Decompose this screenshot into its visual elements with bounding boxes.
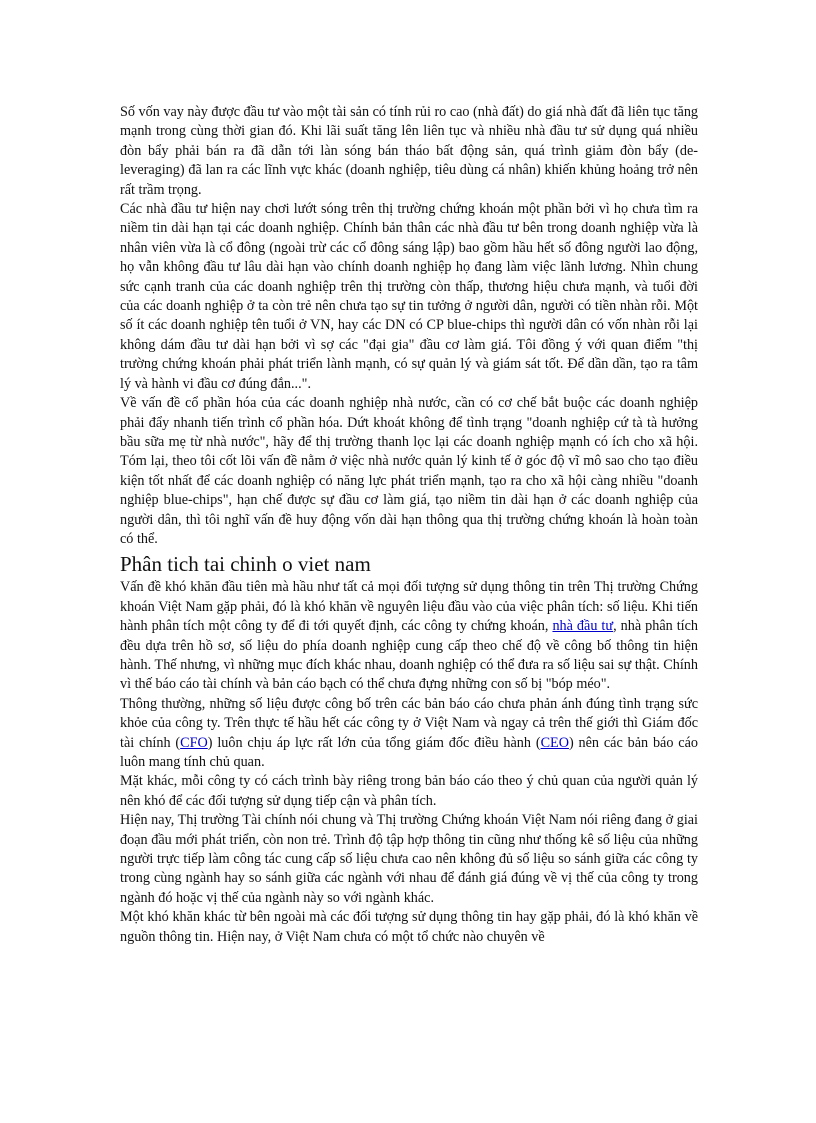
- paragraph-4-text-a: Vấn đề khó khăn đầu tiên mà hầu như tất cả mọi đối tượng sử dụng thông tin trên Thị trường Chứng khoán Việt Nam gặp phải, đó là khó khăn về nguyên liệu đầu vào của việc phân tích: số liệu. Khi tiến hành phân tích một công ty để đi tới quyết định, các công ty chứng khoán,: [120, 579, 698, 635]
- cfo-link[interactable]: CFO: [180, 734, 208, 751]
- paragraph-2: Các nhà đầu tư hiện nay chơi lướt sóng trên thị trường chứng khoán một phần bởi vì họ chưa tìm ra niềm tin dài hạn tại các doanh nghiệp. Chính bản thân các nhà đầu tư bên trong doanh nghiệp vừa là nhân viên vừa là cổ đông (ngoài trừ các cổ đông sáng lập) bao gồm hầu hết số đông người lao động, họ vẫn không đầu tư lâu dài hạn vào chính doanh nghiệp họ đang làm việc lãnh lương. Nhìn chung sức cạnh tranh của các doanh nghiệp trên thị trường còn thấp, thương hiệu chưa mạnh, và tuổi đời của các doanh nghiệp ở ta còn trẻ nên chưa tạo sự tin tưởng ở người dân, người có tiền nhàn rỗi. Một số ít các doanh nghiệp tên tuổi ở VN, hay các DN có CP blue-chips thì người dân có vốn nhàn rỗi lại không dám đầu tư dài hạn bởi vì sợ các "đại gia" đầu cơ làm giá. Tôi đồng ý với quan điểm "thị trường chứng khoán phải phát triển lành mạnh, có sự quản lý và giám sát tốt. Để dần dần, tạo ra tâm lý và hành vi đầu cơ đúng đắn...".: [120, 201, 698, 392]
- paragraph-5-text-c: ) nên các bản báo cáo luôn mang tính chủ quan.: [120, 734, 698, 770]
- paragraph-4: [120, 578, 698, 694]
- paragraph-3: Về vấn đề cổ phần hóa của các doanh nghiệp nhà nước, cần có cơ chế bắt buộc các doanh nghiệp phải đẩy nhanh tiến trình cổ phần hóa. Dứt khoát không để tình trạng "doanh nghiệp cứ tà tà hưởng bầu sữa mẹ từ nhà nước", hãy để thị trường thanh lọc lại các doanh nghiệp mạnh có ích cho xã hội. Tóm lại, theo tôi cốt lõi vấn đề nằm ở việc nhà nước quản lý kinh tế ở góc độ vĩ mô sao cho tạo điều kiện tốt nhất để các doanh nghiệp có năng lực phát triển mạnh, tạo ra cho xã hội càng nhiều "doanh nghiệp blue-chips", hạn chế được sự đầu cơ làm giá, tạo niềm tin dài hạn ở các doanh nghiệp của người dân, thì tôi nghĩ vấn đề huy động vốn dài hạn thông qua thị trường chứng khoán là hoàn toàn có thể.: [120, 395, 698, 547]
- ceo-link[interactable]: CEO: [540, 734, 569, 751]
- paragraph-5-text-a: Thông thường, những số liệu được công bố trên các bản báo cáo chưa phản ánh đúng tình trạng sức khỏe của công ty. Trên thực tế hầu hết các công ty ở Việt Nam và ngay cả trên thế giới thì Giám đốc tài chính (: [120, 695, 698, 751]
- paragraph-5: [120, 695, 698, 773]
- paragraph-5-text-b: ) luôn chịu áp lực rất lớn của tổng giám đốc điều hành (: [207, 734, 541, 751]
- paragraph-8: Một khó khăn khác từ bên ngoài mà các đối tượng sử dụng thông tin hay gặp phải, đó là khó khăn về nguồn thông tin. Hiện nay, ở Việt Nam chưa có một tổ chức nào chuyên về: [120, 909, 698, 945]
- paragraph-6: Mặt khác, mỗi công ty có cách trình bày riêng trong bản báo cáo theo ý chủ quan của người quản lý nên khó để các đối tượng sử dụng tiếp cận và phân tích.: [120, 773, 698, 809]
- paragraph-7: Hiện nay, Thị trường Tài chính nói chung và Thị trường Chứng khoán Việt Nam nói riêng đang ở giai đoạn đầu mới phát triển, còn non trẻ. Trình độ tập hợp thông tin cũng như thống kê số liệu của những người trực tiếp làm công tác cung cấp số liệu chưa cao nên không đủ số liệu so sánh giữa các công ty trong cùng ngành hay so sánh giữa các ngành với nhau để đánh giá đúng về vị thế của công ty trong ngành đó hoặc vị thế của ngành này so với ngành khác.: [120, 812, 698, 906]
- paragraph-1: Số vốn vay này được đầu tư vào một tài sản có tính rủi ro cao (nhà đất) do giá nhà đất đã liên tục tăng mạnh trong cùng thời gian đó. Khi lãi suất tăng lên liên tục và nhiều nhà đầu tư sử dụng quá nhiều đòn bẩy phải bán ra đã dẫn tới làn sóng bán tháo bất động sản, quá trình giảm đòn bẩy (de-leveraging) đã lan ra các lĩnh vực khác (doanh nghiệp, tiêu dùng cá nhân) khiến khủng hoảng trở nên rất trầm trọng.: [120, 104, 699, 198]
- paragraph-4-text-b: , nhà phân tích đều dựa trên hồ sơ, số liệu do phía doanh nghiệp cung cấp theo chế độ về công bố thông tin hiện hành. Thế nhưng, vì những mục đích khác nhau, doanh nghiệp có thể đưa ra số liệu sai sự thật. Chính vì thế báo cáo tài chính và bản cáo bạch có thể chưa đựng những con số bị "bóp méo".: [120, 618, 699, 693]
- investor-link[interactable]: nhà đầu tư: [552, 618, 614, 635]
- document-page: [120, 103, 698, 947]
- section-heading: Phân tich tai chinh o viet nam: [120, 552, 371, 577]
